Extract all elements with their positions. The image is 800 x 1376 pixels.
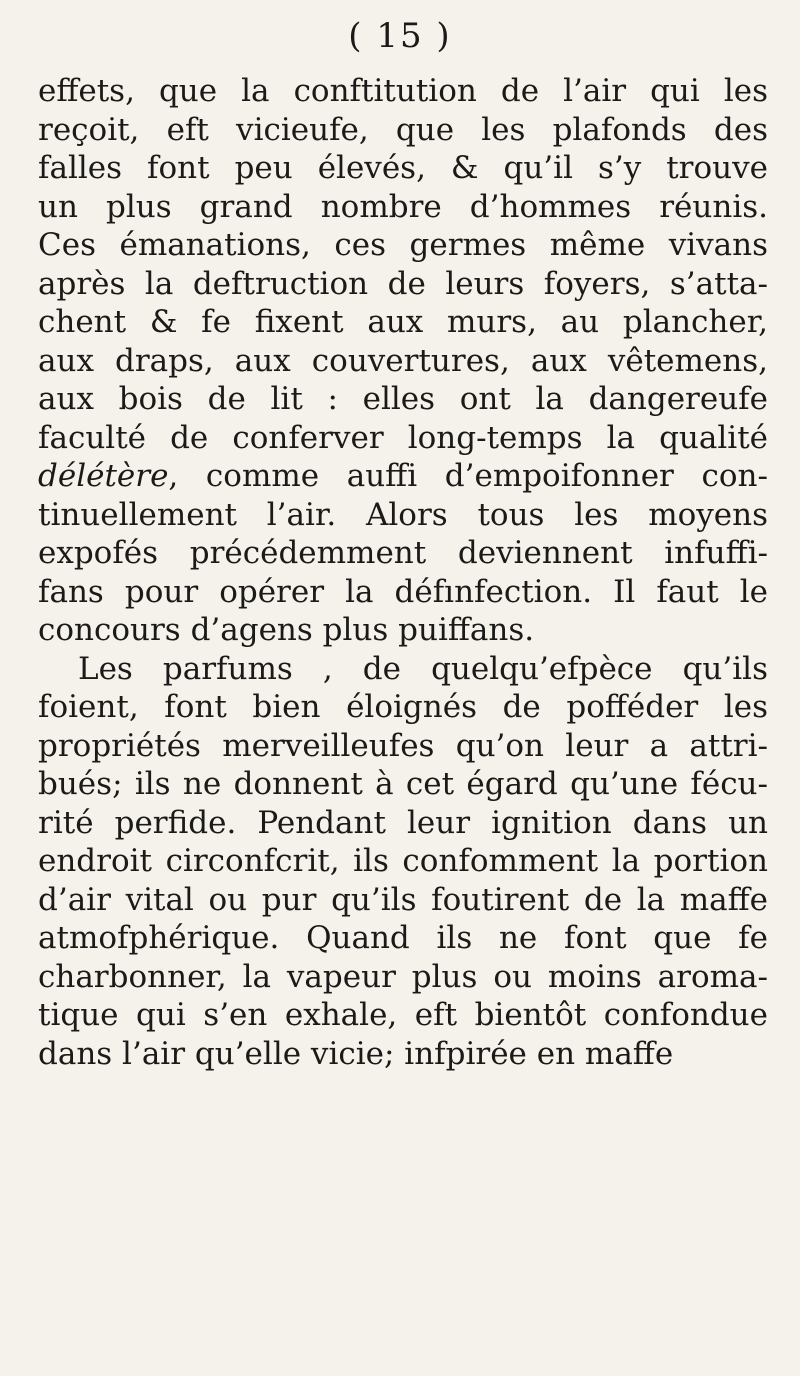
text-line: atmofphérique. Quand ils ne font que fe: [38, 920, 768, 956]
text-line: dans l’air qu’elle vicie; infpirée en maffe: [38, 1035, 674, 1072]
body-text: [38, 72, 768, 1073]
text-line: après la deftruction de leurs foyers, s’atta-: [38, 265, 768, 302]
text-line: propriétés merveilleufes qu’on leur a attri-: [38, 727, 768, 764]
text-line: charbonner, la vapeur plus ou moins aroma-: [38, 958, 768, 995]
text-line: d’air vital ou pur qu’ils foutirent de la maffe: [38, 881, 768, 918]
text-line: rité perfide. Pendant leur ignition dans un: [38, 804, 768, 841]
text-line: Les parfums , de quelqu’efpèce qu’ils: [78, 650, 768, 687]
text-line: bués; ils ne donnent à cet égard qu’une fécu-: [38, 766, 768, 802]
text-line: effets, que la conftitution de l’air qui les: [38, 73, 768, 109]
line-rest: , comme auffi d’empoifonner con-: [168, 458, 768, 494]
text-line: tique qui s’en exhale, eft bientôt confondue: [38, 997, 768, 1033]
italic-word: délétère: [38, 458, 169, 494]
text-line: un plus grand nombre d’hommes réunis.: [38, 188, 768, 225]
text-line: fans pour opérer la défınfection. Il faut le: [38, 573, 768, 610]
text-line: aux draps, aux couvertures, aux vêtemens,: [38, 342, 768, 379]
text-line: falles font peu élevés, & qu’il s’y trouve: [38, 150, 768, 186]
text-line: reçoit, eft vicieufe, que les plafonds des: [38, 111, 768, 148]
text-line: [38, 457, 768, 496]
text-line: expofés précédemment deviennent infuffi-: [38, 535, 768, 571]
text-line: aux bois de lit : elles ont la dangereufe: [38, 381, 768, 417]
text-line: concours d’agens plus puiffans.: [38, 612, 535, 648]
text-line: chent & fe fixent aux murs, au plancher,: [38, 304, 768, 340]
page-number: ( 15 ): [348, 16, 452, 56]
text-line: tinuellement l’air. Alors tous les moyens: [38, 496, 768, 533]
text-line: faculté de conferver long-temps la qualité: [38, 419, 768, 456]
text-line: endroit circonfcrit, ils confomment la portion: [38, 843, 768, 879]
text-line: Ces émanations, ces germes même vivans: [38, 227, 768, 263]
text-line: foient, font bien éloignés de pofféder les: [38, 689, 768, 725]
